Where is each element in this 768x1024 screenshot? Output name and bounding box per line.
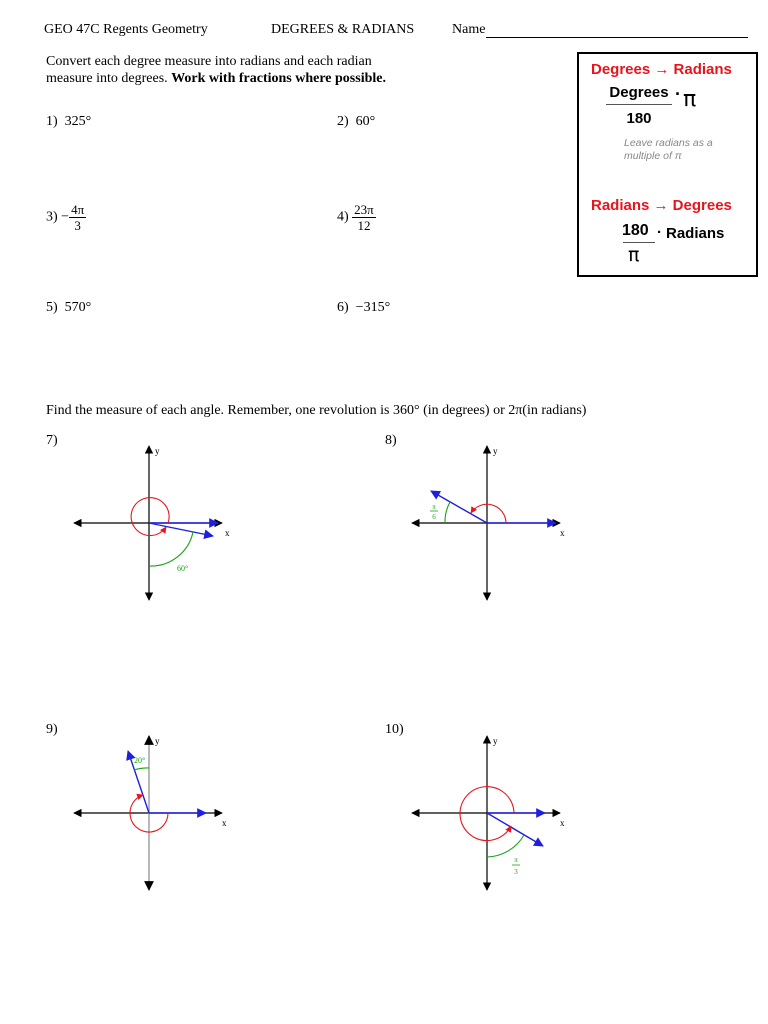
problem-value: 570° [64,300,92,315]
section2-instruction: Find the measure of each angle. Remember, one revolution is 360° (in degrees) or 2π(in radians) [46,403,587,418]
pi-symbol: π [683,87,697,112]
multiply-dot: · [675,84,681,104]
graph-7-number: 7) [46,433,58,448]
graph-10-number: 10) [385,722,404,737]
reference-angle-arc [134,768,149,770]
deg-to-rad-denominator: 180 [626,110,652,127]
rotation-arc [131,498,169,536]
graph-9-number: 9) [46,722,58,737]
terminal-side-ray [431,491,487,523]
problem-number: 2) [337,114,349,129]
problem-number: 5) [46,300,58,315]
multiply-dot: · [657,224,662,241]
problem-value: 60° [355,114,376,129]
note-line-2: multiple of π [624,150,682,162]
y-axis-label: y [155,736,160,746]
x-axis-label: x [222,818,227,828]
rotation-arc [471,504,506,523]
fraction-denominator: 12 [357,218,371,233]
terminal-side-ray [487,813,543,846]
reference-angle-arc [445,502,450,523]
deg-to-rad-numerator: Degrees [609,84,669,101]
y-axis-label: y [155,446,160,456]
problem-number: 1) [46,114,58,129]
angle-label: 20° [134,756,146,765]
graph-8-number: 8) [385,433,397,448]
fraction-denominator: 3 [74,218,81,233]
deg-to-rad-title: Degrees → Radians [591,61,732,78]
graph-10 [412,736,565,890]
reference-angle-arc [149,532,193,566]
angle-label-numerator: π [514,856,518,864]
rad-to-deg-denominator: π [628,244,640,266]
graph-7 [74,446,230,600]
problem-sign: − [61,209,70,225]
x-axis-label: x [560,528,565,538]
problem-value: −315° [355,300,391,315]
x-axis-label: x [560,818,565,828]
course-title: GEO 47C Regents Geometry [44,22,208,37]
fraction-numerator: 4π [71,202,85,217]
note-line-1: Leave radians as a [624,137,713,149]
instructions-bold: Work with fractions where possible. [171,71,386,86]
x-axis-label: x [225,528,230,538]
rad-to-deg-numerator: 180 [622,222,649,239]
instructions-line1: Convert each degree measure into radians and each radian [46,54,372,69]
problem-value: 325° [64,114,92,129]
graph-8 [412,446,565,600]
problem-number: 6) [337,300,349,315]
radians-word: Radians [666,225,725,242]
angle-label-denominator: 3 [514,868,518,876]
y-axis-label: y [493,736,498,746]
y-axis-label: y [493,446,498,456]
worksheet-topic: DEGREES & RADIANS [271,22,415,37]
angle-label-numerator: π [432,503,436,511]
graph-9 [74,736,227,890]
angle-label: 60° [177,564,189,573]
name-label: Name [452,22,486,37]
angle-label-denominator: 6 [432,513,436,521]
rad-to-deg-title: Radians → Degrees [591,197,732,214]
fraction-numerator: 23π [354,202,374,217]
problem-number: 3) [46,209,58,225]
reference-angle-arc [487,835,524,857]
problem-number: 4) [337,209,349,225]
instructions-line2: measure into degrees. [46,71,172,86]
